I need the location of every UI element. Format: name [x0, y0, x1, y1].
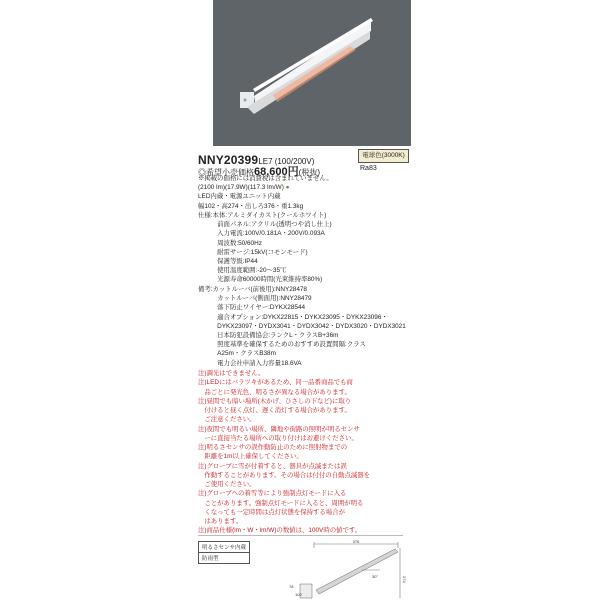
remark-line: 電力会社申請入力容量18.6VA — [198, 359, 302, 367]
price-amount: 68,600円 — [254, 166, 299, 178]
note-line: 注)明るさセンサの誤作動防止のために照射物までの — [198, 444, 348, 451]
spec-line: 光源寿命60000時間(光束維持率80%) — [198, 276, 323, 284]
ra-circle-icon: ◎ — [198, 168, 206, 177]
remark-line: A25m・クラスB38m — [198, 350, 276, 358]
dim-angle-label: 30° — [372, 574, 379, 579]
model-variant: LE7 (100/200V) — [258, 157, 315, 166]
remark-line: DYKX23097・DYDX3041・DYDX3042・DYDX3020・DYDX3021 — [198, 322, 406, 330]
color-temp-badge: 電球色(3000K) — [358, 149, 409, 163]
note-line: 作動することがあります。その場合は付付の自動点滅器を — [198, 471, 371, 479]
dim-height-label: 274 — [402, 576, 407, 583]
note-line: ことがあります。強制点灯モードに入ると、周囲が明る — [198, 499, 364, 507]
note-line: ご使用ください。 — [198, 481, 256, 488]
remark-list — [198, 285, 408, 368]
spec-line: 使用温度範囲:-20～35℃ — [198, 267, 287, 275]
price-label: 希望小売価格 — [206, 168, 254, 177]
note-line: 注)商品仕様(lm・W・lm/W)の数値は、100V時の値です。 — [198, 527, 362, 535]
spec-line: 周波数:50/60Hz — [198, 239, 262, 247]
info-line: 幅102・高274・出しろ376・重1.3kg — [198, 202, 304, 210]
note-line: 注)グローブに雪が付着すると、器具が点滅または誤 — [198, 462, 347, 470]
price-tax: (税抜) — [298, 168, 320, 177]
dim-left-a-label: 78 — [289, 584, 294, 589]
spec-line: 入力電流:100V/0.181A・200V/0.093A — [198, 230, 325, 238]
leaf-icon: ● — [285, 184, 290, 192]
product-photo — [213, 0, 411, 146]
ra-value: Ra83 — [360, 165, 377, 172]
model-number: NNY20399 — [198, 153, 259, 167]
info-line: ※掲載の価格には消費税は含まれていません。 — [198, 175, 333, 182]
note-line: くなっても一定時間は点灯状態を保持する場合が — [198, 508, 345, 516]
fixture-illustration — [213, 0, 411, 146]
remark-line: 照度基準を確保するためのおすすめ設置間隔:クラス — [198, 341, 366, 349]
remark-line: カットルーバ(側面用):NNY28479 — [198, 295, 312, 303]
caution-notes — [198, 369, 404, 536]
spec-list — [198, 211, 408, 285]
dim-width-label: 376 — [352, 539, 360, 544]
feature-cell: 防雨型 — [199, 553, 250, 564]
remark-line: 適合オプション:DYKX22815・DYKX23095・DYKX23096・ — [198, 313, 388, 321]
note-line: 注)LEDにはバラツキがあるため、同一品番商品でも商 — [198, 379, 353, 387]
info-line: LED内蔵・電源ユニット内蔵 — [198, 193, 281, 201]
spec-line: 保護等級:IP44 — [198, 258, 258, 266]
dim-left-b-label: 102 — [295, 592, 302, 597]
note-line: 注)夜間でも明るい場所、隣地や街路の照明が明るセンサ — [198, 425, 360, 433]
remark-line: 日本防犯設備協会:ランクL・クラスB+36m — [198, 332, 339, 340]
remark-line: 落下防止ワイヤー:DYKX28544 — [198, 304, 306, 312]
note-line: はあります。 — [198, 518, 243, 525]
note-line: 距離を1m以上確保してください。 — [198, 453, 303, 461]
spec-line: 前面パネル:アクリル(透明つや消し仕上) — [198, 221, 332, 229]
note-line: 注)昼間でも暗い場所(木かげ、ひさしの下など)に取り — [198, 397, 352, 405]
spec-line: 耐雷サージ:15kV(コモンモード) — [198, 248, 308, 256]
spec-line: 仕様:本体:アルミダイカスト(クールホワイト) — [198, 212, 327, 219]
note-line: 付けると昼く点灯、遅く消灯する場合があります。 — [198, 407, 351, 414]
info-line: (2100 lm)(17.9W)(117.3 lm/W) ● — [198, 184, 290, 192]
note-line: 注)グローブへの着雪等により強制点灯モードに入る — [198, 490, 347, 498]
dimension-diagram — [282, 540, 406, 600]
note-line: ーに直接当たる場所への取り付けはお避けください。 — [198, 434, 358, 442]
feature-table — [198, 541, 250, 564]
remark-line: 備考:カットルーバ(前後用):NNY28478 — [198, 286, 307, 293]
divider — [198, 535, 403, 536]
info-lines — [198, 174, 408, 211]
note-line: 注)調光はできません。 — [198, 370, 265, 377]
feature-cell: 明るさセンサ内蔵 — [199, 542, 250, 553]
note-line: 品ごとに発光色、明るさが異なる場合があります。 — [198, 388, 351, 396]
note-line: ご注意ください。 — [198, 416, 256, 424]
